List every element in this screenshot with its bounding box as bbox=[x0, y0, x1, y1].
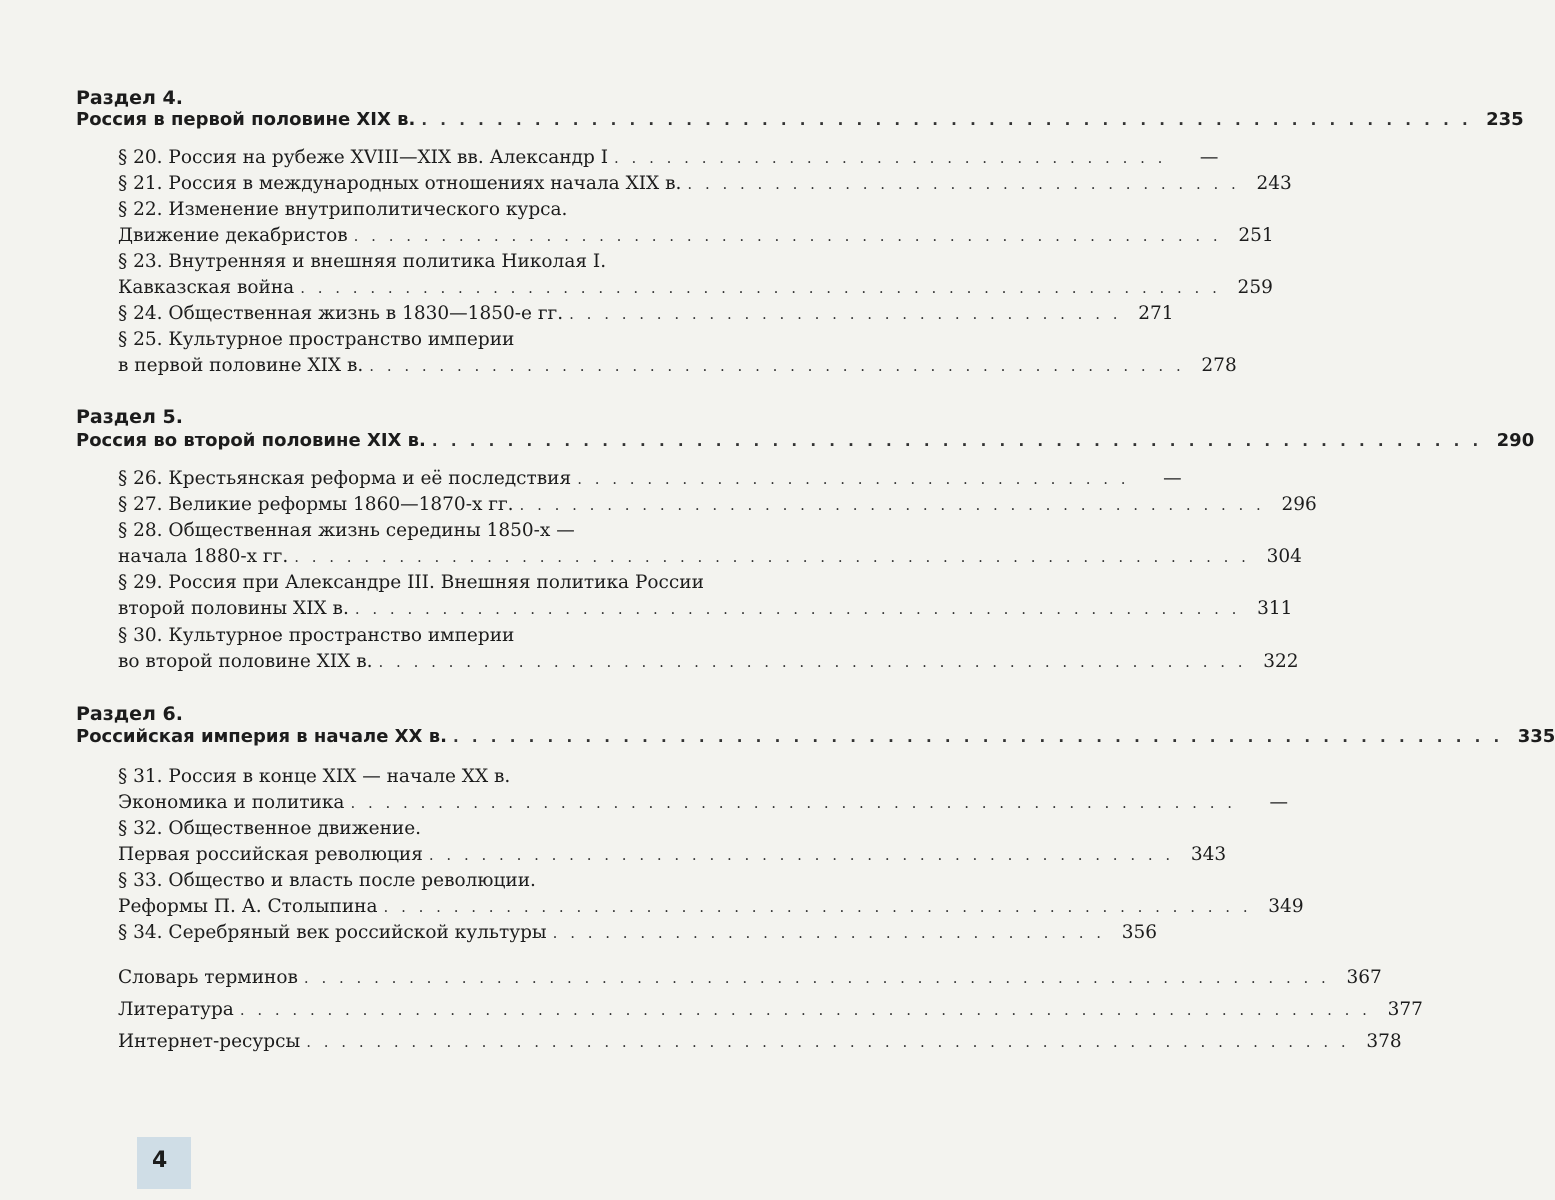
page-ref: — bbox=[1199, 147, 1219, 168]
item-title: начала 1880-х гг. bbox=[118, 546, 289, 567]
dot-leader: . . . . . . . . . . . . . . . . . . . . . . . . . . . . . . . . . . . . . . . . . . . . . . . . . . bbox=[378, 653, 1247, 671]
item-title: Реформы П. А. Столыпина bbox=[118, 896, 378, 917]
item-title-line: § 29. Россия при Александре III. Внешняя политика России bbox=[118, 572, 704, 593]
toc-item[interactable] bbox=[118, 922, 1158, 946]
dot-leader: . . . . . . . . . . . . . . . . . . . . . . . . . . . . . . . . bbox=[552, 924, 1106, 942]
toc-item-literature[interactable] bbox=[118, 999, 1423, 1023]
page-ref: 349 bbox=[1268, 896, 1304, 917]
item-title-line: § 23. Внутренняя и внешняя политика Николая I. bbox=[118, 251, 607, 272]
toc-item-glossary[interactable] bbox=[118, 967, 1382, 991]
section-6-title-row[interactable] bbox=[76, 726, 1555, 750]
page-ref: 378 bbox=[1366, 1031, 1402, 1052]
toc-item[interactable] bbox=[118, 468, 1182, 492]
dot-leader: . . . . . . . . . . . . . . . . . . . . . . . . . . . . . . . . . . . . . . . . . . . . . . . . . . bbox=[353, 227, 1222, 245]
item-title: Движение декабристов bbox=[118, 225, 348, 246]
item-title: Первая российская революция bbox=[118, 844, 423, 865]
item-title-line: § 28. Общественная жизнь середины 1850-х — bbox=[118, 520, 575, 541]
dot-leader: . . . . . . . . . . . . . . . . . . . . . . . . . . . . . . . . bbox=[569, 305, 1122, 323]
dot-leader: . . . . . . . . . . . . . . . . . . . . . . . . . . . . . . . . bbox=[577, 470, 1130, 488]
item-title: § 27. Великие реформы 1860—1870-х гг. bbox=[118, 494, 514, 515]
item-title: во второй половине XIX в. bbox=[118, 651, 373, 672]
toc-item[interactable] bbox=[118, 147, 1219, 171]
dot-leader: . . . . . . . . . . . . . . . . . . . . . . . . . . . . . . . . . . . . . . . . . . . . . . . . . . bbox=[383, 898, 1252, 916]
item-title: Кавказская война bbox=[118, 277, 295, 298]
toc-item[interactable] bbox=[118, 792, 1289, 816]
page-ref: 322 bbox=[1263, 651, 1299, 672]
item-title-line: § 33. Общество и власть после революции. bbox=[118, 870, 536, 891]
page-ref: 311 bbox=[1257, 598, 1293, 619]
toc-item[interactable] bbox=[118, 494, 1317, 518]
item-title: второй половины XIX в. bbox=[118, 598, 349, 619]
dot-leader: . . . . . . . . . . . . . . . . . . . . . . . . . . . . . . . . . . . . . . . . . . . . . . . . . . . . . . . . bbox=[452, 728, 1504, 746]
section-4-title-row[interactable] bbox=[76, 109, 1524, 133]
toc-item[interactable] bbox=[118, 844, 1227, 868]
section-title: Российская империя в начале XX в. bbox=[76, 726, 447, 747]
dot-leader: . . . . . . . . . . . . . . . . . . . . . . . . . . . . . . . . . . . . . . . . . . . . . . . . . . . . . . . bbox=[294, 548, 1250, 566]
item-title: § 34. Серебряный век российской культуры bbox=[118, 922, 547, 943]
toc-item[interactable] bbox=[118, 546, 1302, 570]
item-title: § 21. Россия в международных отношениях начала XIX в. bbox=[118, 173, 682, 194]
page-ref: 290 bbox=[1496, 430, 1535, 451]
page-ref: 259 bbox=[1237, 277, 1273, 298]
dot-leader: . . . . . . . . . . . . . . . . . . . . . . . . . . . . . . . . . . . . . . . . . . . . . . . . . . . . . . . . . . . bbox=[303, 969, 1330, 987]
toc-item[interactable] bbox=[118, 225, 1274, 249]
page-ref: 235 bbox=[1486, 109, 1524, 130]
page-ref: 343 bbox=[1190, 844, 1227, 865]
page-ref: 304 bbox=[1266, 546, 1302, 567]
section-title: Россия в первой половине XIX в. bbox=[76, 109, 416, 130]
dot-leader: . . . . . . . . . . . . . . . . . . . . . . . . . . . . . . . . . . . . . . . . . . . . . . . . . . . bbox=[350, 794, 1237, 812]
dot-leader: . . . . . . . . . . . . . . . . . . . . . . . . . . . . . . . . . . . . . . . . . . . . . . . . . . . . . bbox=[300, 279, 1221, 297]
dot-leader: . . . . . . . . . . . . . . . . . . . . . . . . . . . . . . . . . . . . . . . . . . . . . . . . . . . bbox=[354, 600, 1241, 618]
page-ref: 243 bbox=[1256, 173, 1292, 194]
page-ref: 271 bbox=[1138, 303, 1174, 324]
section-title: Россия во второй половине XIX в. bbox=[76, 430, 426, 451]
toc-item-internet-resources[interactable] bbox=[118, 1031, 1402, 1055]
item-title: § 26. Крестьянская реформа и её последствия bbox=[118, 468, 572, 489]
section-5-title-row[interactable] bbox=[76, 430, 1535, 454]
item-title: Экономика и политика bbox=[118, 792, 345, 813]
item-title-line: § 32. Общественное движение. bbox=[118, 818, 422, 839]
dot-leader: . . . . . . . . . . . . . . . . . . . . . . . . . . . . . . . . bbox=[614, 149, 1167, 167]
item-title: § 20. Россия на рубеже XVIII—XIX вв. Александр I bbox=[118, 147, 609, 168]
page-ref: 251 bbox=[1238, 225, 1274, 246]
toc-item[interactable] bbox=[118, 355, 1237, 379]
toc-item[interactable] bbox=[118, 896, 1304, 920]
section-4-label: Раздел 4. bbox=[76, 87, 183, 109]
page-ref: 296 bbox=[1281, 494, 1317, 515]
page-number: 4 bbox=[152, 1148, 168, 1173]
toc-item[interactable] bbox=[118, 173, 1292, 197]
page-ref: — bbox=[1269, 792, 1289, 813]
item-title: в первой половине XIX в. bbox=[118, 355, 364, 376]
toc-item[interactable] bbox=[118, 651, 1299, 675]
section-5-label: Раздел 5. bbox=[76, 406, 183, 428]
toc-item[interactable] bbox=[118, 277, 1273, 301]
dot-leader: . . . . . . . . . . . . . . . . . . . . . . . . . . . . . . . . . . . . . . . . . . . . . . . . . . . . . . . . . . . . bbox=[306, 1033, 1350, 1051]
dot-leader: . . . . . . . . . . . . . . . . . . . . . . . . . . . . . . . . . . . . . . . . . . . . . . . . . . . . . . . . bbox=[431, 432, 1483, 450]
item-title: Словарь терминов bbox=[118, 967, 298, 988]
toc-item[interactable] bbox=[118, 598, 1293, 622]
item-title-line: § 31. Россия в конце XIX — начале XX в. bbox=[118, 766, 511, 787]
page-ref: — bbox=[1163, 468, 1182, 489]
item-title-line: § 25. Культурное пространство империи bbox=[118, 329, 515, 350]
page-ref: 367 bbox=[1346, 967, 1382, 988]
item-title-line: § 30. Культурное пространство империи bbox=[118, 625, 515, 646]
item-title-line: § 22. Изменение внутриполитического курса. bbox=[118, 199, 568, 220]
page-ref: 356 bbox=[1121, 922, 1158, 943]
dot-leader: . . . . . . . . . . . . . . . . . . . . . . . . . . . . . . . . bbox=[687, 175, 1240, 193]
item-title: Интернет-ресурсы bbox=[118, 1031, 301, 1052]
dot-leader: . . . . . . . . . . . . . . . . . . . . . . . . . . . . . . . . . . . . . . . . . . . . . . . . . . . . . . . . bbox=[421, 111, 1472, 129]
section-6-label: Раздел 6. bbox=[76, 703, 183, 725]
dot-leader: . . . . . . . . . . . . . . . . . . . . . . . . . . . . . . . . . . . . . . . . . . . bbox=[519, 496, 1265, 514]
dot-leader: . . . . . . . . . . . . . . . . . . . . . . . . . . . . . . . . . . . . . . . . . . . bbox=[428, 846, 1175, 864]
toc-item[interactable] bbox=[118, 303, 1174, 327]
item-title: Литература bbox=[118, 999, 234, 1020]
page-ref: 377 bbox=[1387, 999, 1423, 1020]
dot-leader: . . . . . . . . . . . . . . . . . . . . . . . . . . . . . . . . . . . . . . . . . . . . . . . bbox=[369, 357, 1185, 375]
dot-leader: . . . . . . . . . . . . . . . . . . . . . . . . . . . . . . . . . . . . . . . . . . . . . . . . . . . . . . . . . . . . . . . . . bbox=[239, 1001, 1371, 1019]
page-ref: 335 bbox=[1517, 726, 1555, 747]
page-ref: 278 bbox=[1201, 355, 1237, 376]
item-title: § 24. Общественная жизнь в 1830—1850-е гг. bbox=[118, 303, 564, 324]
